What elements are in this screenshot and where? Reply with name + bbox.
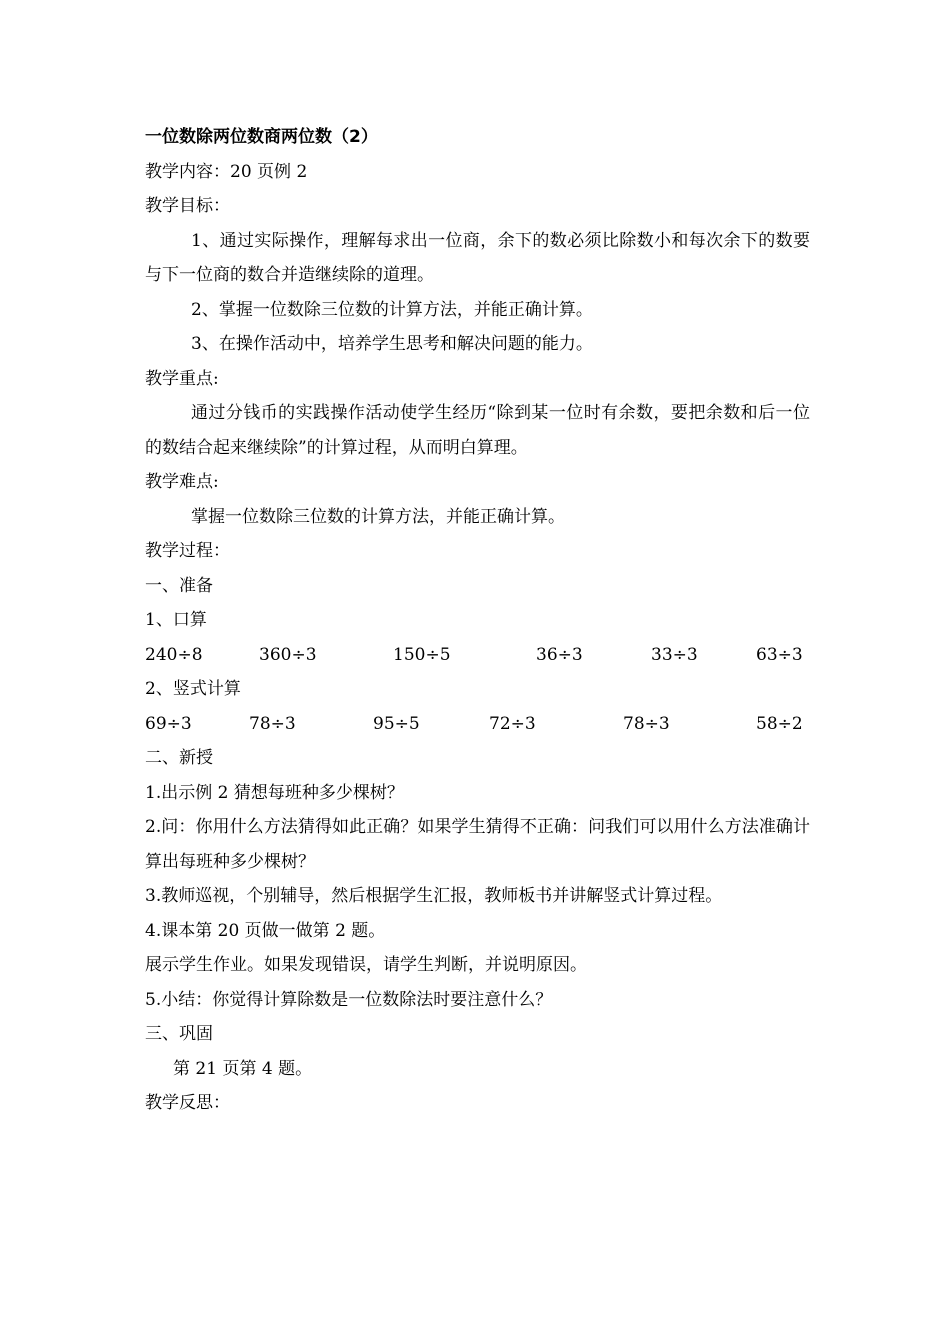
goal-item-2: 2、掌握一位数除三位数的计算方法，并能正确计算。 xyxy=(191,299,593,320)
oral-item: 36÷3 xyxy=(536,644,583,665)
goal-item-1: 1、通过实际操作，理解每求出一位商，余下的数必须比除数小和每次余下的数要与下一位商的数合并造继续除的道理。 xyxy=(145,230,810,285)
document-title: 一位数除两位数商两位数（2） xyxy=(145,127,378,147)
process-heading: 教学过程： xyxy=(145,541,230,561)
difficulty-heading: 教学难点: xyxy=(145,472,219,492)
vertical-item: 58÷2 xyxy=(756,713,803,734)
vertical-item: 78÷3 xyxy=(249,713,296,734)
new-step-1: 1.出示例 2 猜想每班种多少棵树？ xyxy=(145,782,404,803)
oral-row xyxy=(145,638,810,673)
vertical-item: 72÷3 xyxy=(489,713,536,734)
vertical-item: 69÷3 xyxy=(145,713,192,734)
section-consolidate: 三、巩固 xyxy=(145,1024,213,1044)
reflection-heading: 教学反思： xyxy=(145,1093,230,1113)
section-prepare: 一、准备 xyxy=(145,575,213,596)
oral-item: 240÷8 xyxy=(145,644,203,665)
oral-heading: 1、口算 xyxy=(145,610,207,630)
document-page xyxy=(145,120,810,1121)
new-step-4: 4.课本第 20 页做一做第 2 题。 xyxy=(145,920,386,941)
vertical-item: 78÷3 xyxy=(623,713,670,734)
oral-item: 33÷3 xyxy=(651,644,698,665)
new-step-5: 5.小结：你觉得计算除数是一位数除法时要注意什么？ xyxy=(145,989,553,1010)
key-heading: 教学重点: xyxy=(145,368,219,389)
new-step-3: 3.教师巡视，个别辅导，然后根据学生汇报，教师板书并讲解竖式计算过程。 xyxy=(145,886,723,906)
oral-item: 360÷3 xyxy=(259,644,317,665)
consolidate-text: 第 21 页第 4 题。 xyxy=(173,1058,313,1079)
vertical-item: 95÷5 xyxy=(373,713,420,734)
vertical-row xyxy=(145,707,810,742)
teaching-content: 教学内容：20 页例 2 xyxy=(145,161,308,182)
goals-heading: 教学目标： xyxy=(145,196,230,216)
vertical-heading: 2、竖式计算 xyxy=(145,679,241,699)
oral-item: 63÷3 xyxy=(756,644,803,665)
new-step-2: 2.问：你用什么方法猜得如此正确？如果学生猜得不正确：问我们可以用什么方法准确计算出每班种多少棵树？ xyxy=(145,817,810,872)
difficulty-text: 掌握一位数除三位数的计算方法，并能正确计算。 xyxy=(191,506,565,527)
key-text: 通过分钱币的实践操作活动使学生经历“除到某一位时有余数，要把余数和后一位的数结合起来继续除”的计算过程，从而明白算理。 xyxy=(145,403,810,458)
oral-item: 150÷5 xyxy=(393,644,451,665)
goal-item-3: 3、在操作活动中，培养学生思考和解决问题的能力。 xyxy=(191,334,593,354)
section-new: 二、新授 xyxy=(145,748,213,768)
new-step-show-work: 展示学生作业。如果发现错误，请学生判断，并说明原因。 xyxy=(145,955,587,975)
